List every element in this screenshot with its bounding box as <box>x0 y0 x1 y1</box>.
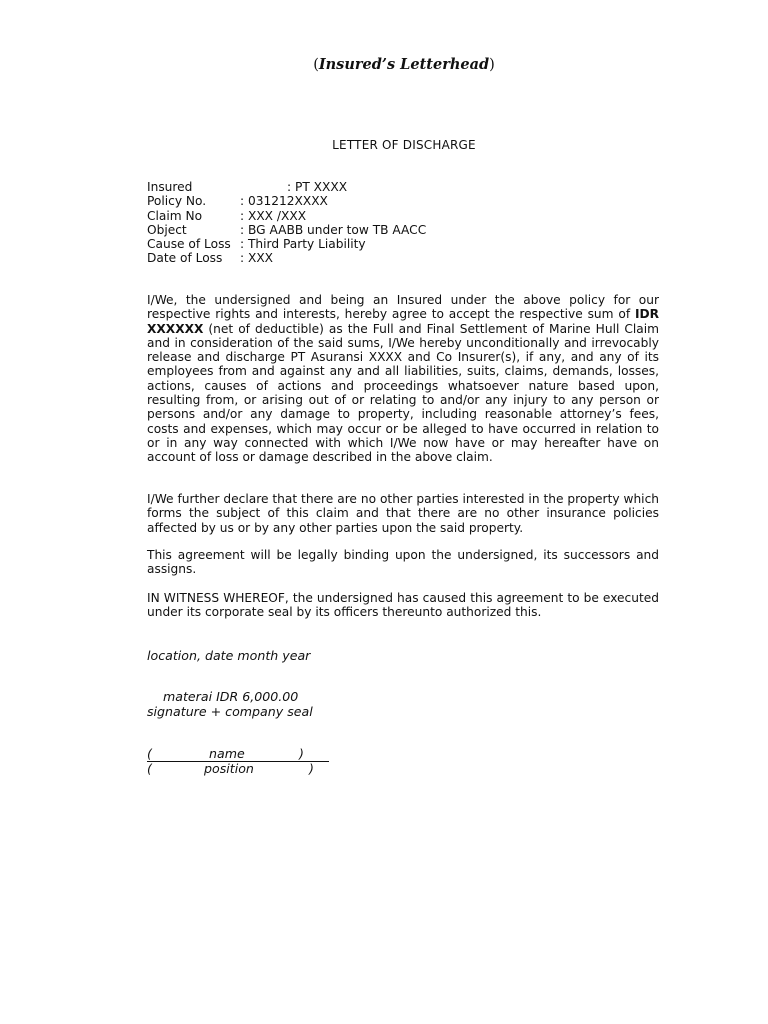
location-date-placeholder: location, date month year <box>147 648 311 663</box>
name-line <box>147 746 329 762</box>
letterhead-open-paren: ( <box>313 57 319 73</box>
field-claim-no <box>147 208 307 223</box>
field-label: Date of Loss <box>147 251 223 266</box>
field-value: : PT XXXX <box>287 180 348 194</box>
letterhead-text: Insured’s Letterhead <box>318 56 490 73</box>
field-label: Cause of Loss <box>147 237 231 252</box>
letterhead-close-paren: ) <box>489 57 495 73</box>
position-placeholder: position <box>204 761 254 776</box>
field-policy-no <box>147 194 328 209</box>
signature-seal-placeholder: signature + company seal <box>147 704 313 719</box>
name-placeholder: name <box>209 746 245 761</box>
field-value: : 031212XXXX <box>240 194 328 209</box>
field-value: : BG AABB under tow TB AACC <box>240 222 427 237</box>
name-open-paren: ( <box>147 746 152 761</box>
settlement-text-end: (net of deductible) as the Full and Final Settlement of Marine Hull Claim and in consideration of the said sums, I/We hereby unconditionally and irrevocably release and discharge PT Asuransi XXXX and Co Insurer(s), if any, and any of its employees from and against any and all liabilities, suits, claims, demands, losses, actions, causes of actions and proceedings whatsoever nature based upon, resulting from, or arising out of or relating to and/or any injury to any person or persons and/or any damage to property, including reasonable attorney’s fees, costs and expenses, which may occur or be alleged to have occurred in relation to or in any way connected with which I/We now have or may hereafter have on account of loss or damage described in the above claim. <box>147 321 659 465</box>
field-date-of-loss <box>147 251 274 266</box>
paragraph-witness: IN WITNESS WHEREOF, the undersigned has caused this agreement to be executed under its corporate seal by its officers thereunto authorized this. <box>147 591 659 620</box>
name-close-paren: ) <box>299 746 304 761</box>
field-object <box>147 222 427 237</box>
paragraph-settlement <box>147 293 659 465</box>
materai-stamp-placeholder: materai IDR 6,000.00 <box>163 689 299 704</box>
document-title: LETTER OF DISCHARGE <box>332 138 476 152</box>
field-cause-of-loss <box>147 237 366 252</box>
paragraph-declaration: I/We further declare that there are no other parties interested in the property which forms the subject of this claim and that there are no other insurance policies affected by us or by any other parties upon the said property. <box>147 492 659 535</box>
field-value: : XXX <box>240 251 274 266</box>
field-value: : Third Party Liability <box>240 237 366 252</box>
field-value: : XXX /XXX <box>240 208 307 223</box>
settlement-amount: IDR XXXXXX <box>147 307 659 336</box>
field-label: Claim No <box>147 208 203 223</box>
letterhead-placeholder <box>0 56 768 73</box>
field-label: Insured <box>147 180 193 194</box>
claim-details <box>147 180 427 266</box>
position-open-paren: ( <box>147 761 152 776</box>
field-label: Policy No. <box>147 194 207 209</box>
settlement-text-start: I/We, the undersigned and being an Insured under the above policy for our respective rights and interests, hereby agree to accept the respective sum of <box>147 293 659 322</box>
paragraph-binding: This agreement will be legally binding upon the undersigned, its successors and assigns. <box>147 548 659 577</box>
field-insured <box>147 180 348 194</box>
field-label: Object <box>147 222 187 237</box>
position-line <box>147 761 317 776</box>
position-close-paren: ) <box>309 761 314 776</box>
